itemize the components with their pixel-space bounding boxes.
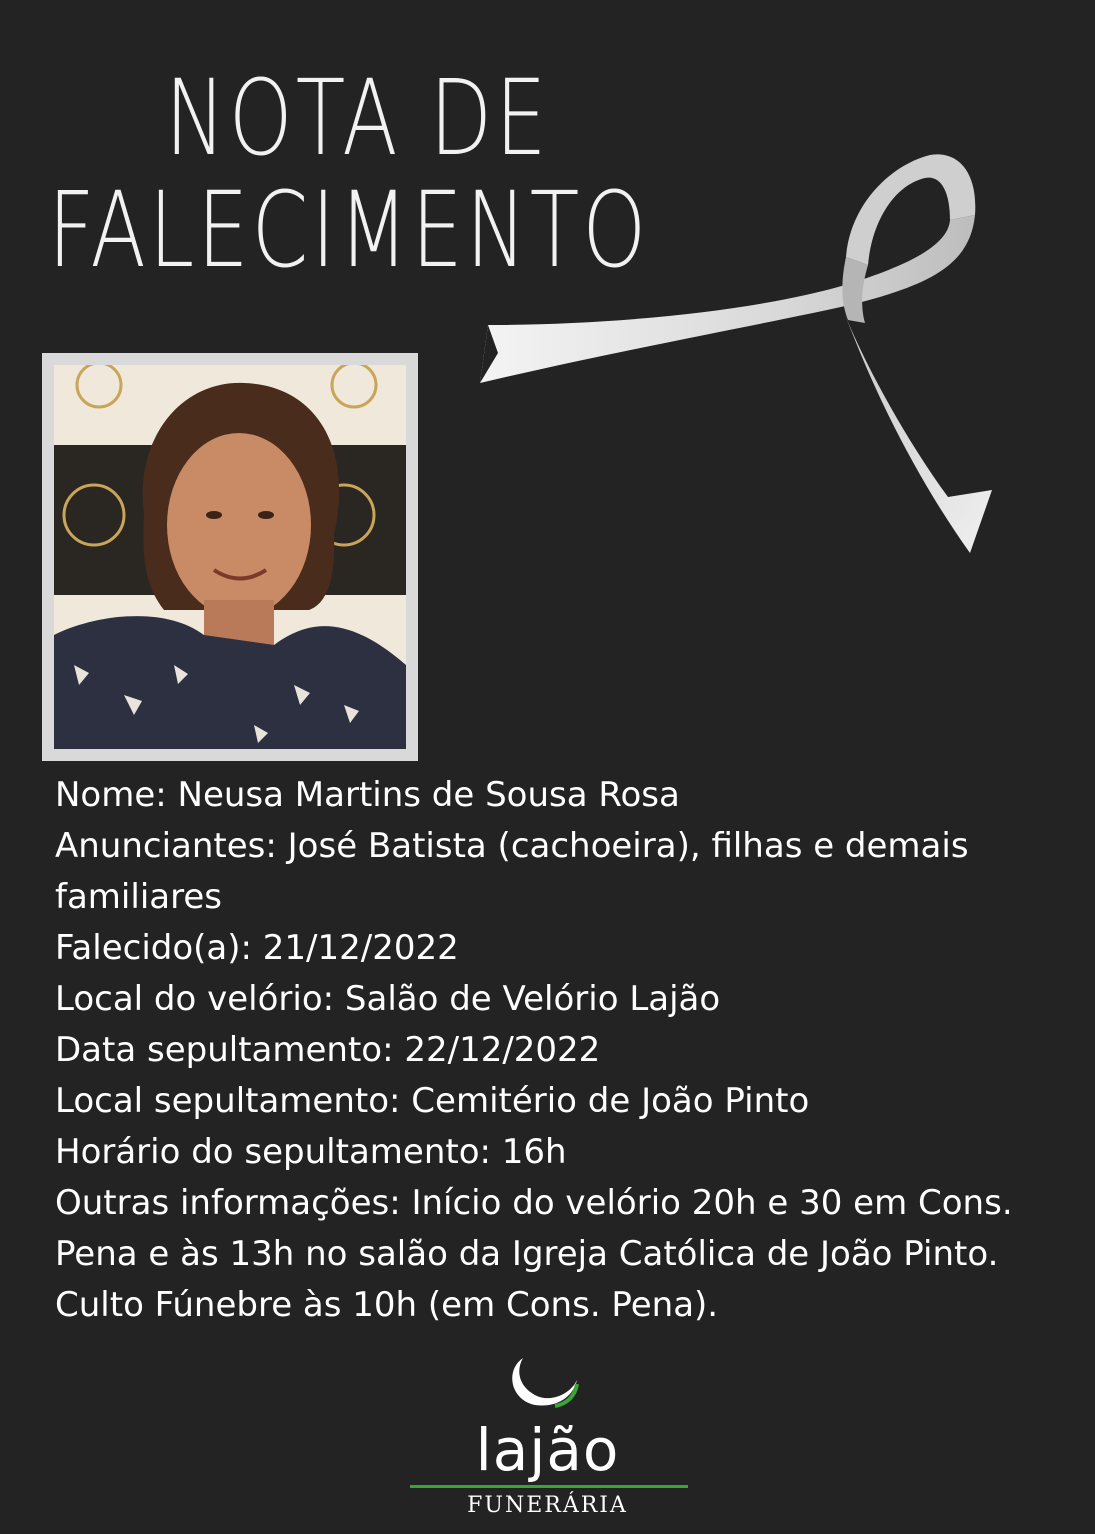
title-line-2: FALECIMENTO [48,169,650,291]
info-other: Outras informações: Início do velório 20h e 30 em Cons. Pena e às 13h no salão da Igreja Católica de João Pinto. Culto Fúnebre às 10h (em Cons. Pena). [55,1183,1013,1325]
obituary-details [55,770,1055,1331]
crescent-icon [405,1350,690,1420]
logo-subtitle: FUNERÁRIA [467,1493,628,1518]
portrait-photo [54,365,406,749]
info-wake-location: Local do velório: Salão de Velório Lajão [55,979,721,1019]
logo-wordmark: lajão [475,1416,620,1484]
info-announcers: Anunciantes: José Batista (cachoeira), filhas e demais familiares [55,826,969,917]
portrait-frame [42,353,418,761]
title-line-1: NOTA DE [165,57,550,179]
funeral-home-logo [405,1350,690,1530]
logo-divider [410,1485,688,1488]
info-burial-time: Horário do sepultamento: 16h [55,1132,567,1172]
info-burial-date: Data sepultamento: 22/12/2022 [55,1030,601,1070]
info-name: Nome: Neusa Martins de Sousa Rosa [55,775,680,815]
awareness-ribbon-icon [470,145,1010,565]
info-death-date: Falecido(a): 21/12/2022 [55,928,459,968]
info-burial-location: Local sepultamento: Cemitério de João Pinto [55,1081,810,1121]
